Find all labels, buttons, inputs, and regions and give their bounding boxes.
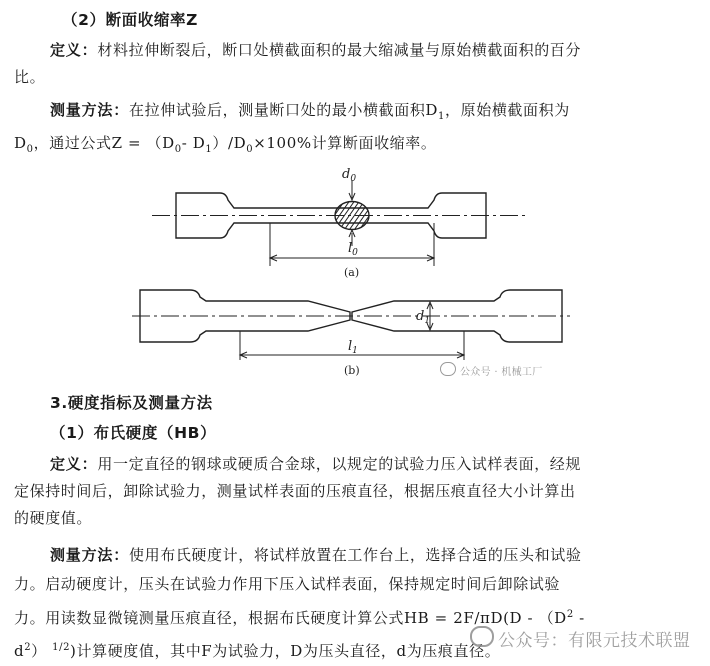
formula-part-b: ，通过公式Z = （D — [33, 134, 175, 152]
method-label: 测量方法： — [50, 101, 130, 119]
watermark-large — [470, 626, 691, 651]
caption-a: (a) — [344, 266, 360, 279]
formula-part-d: ）/D — [212, 134, 247, 152]
specimen-figure — [130, 160, 570, 380]
label-l1: $l_1$ — [348, 339, 358, 356]
brinell-definition-label: 定义： — [50, 455, 98, 473]
label-d1: $d_1$ — [416, 309, 431, 326]
brinell-method-label: 测量方法： — [50, 546, 130, 564]
brinell-definition — [50, 454, 581, 474]
brinell-formula-b: - — [573, 609, 585, 627]
brinell-method — [50, 545, 581, 565]
watermark-small — [440, 362, 543, 378]
brinell-definition-line1: 用一定直径的钢球或硬质合金球，以规定的试验力压入试样表面，经规 — [97, 455, 582, 473]
brinell-method-line1: 使用布氏硬度计，将试样放置在工作台上，选择合适的压头和试验 — [129, 546, 582, 564]
caption-b: (b) — [344, 364, 360, 377]
brinell-definition-line3: 的硬度值。 — [14, 509, 93, 527]
method-sub-1: 1 — [438, 111, 446, 122]
formula-sub-1: 0 — [174, 144, 182, 155]
formula-part-c: - D — [181, 134, 206, 152]
brinell-method-line4 — [14, 638, 500, 661]
brinell-method-line2: 力。启动硬度计，压头在试验力作用下压入试样表面，保持规定时间后卸除试验 — [14, 575, 561, 593]
wechat-icon-large — [470, 626, 494, 647]
definition-label: 定义： — [50, 41, 98, 59]
brinell-formula-d: d — [14, 642, 25, 660]
brinell-method-line4-text: )计算硬度值，其中F为试验力，D为压头直径，d为压痕直径。 — [70, 642, 501, 660]
brinell-method-line3 — [14, 605, 585, 628]
formula-sub-2: 1 — [205, 144, 213, 155]
label-d0: $d_0$ — [342, 167, 357, 184]
method-text-1b: ，原始横截面积为 — [445, 101, 570, 119]
specimen-a — [152, 180, 525, 266]
watermark-large-text: 公众号：有限元技术联盟 — [498, 631, 691, 651]
brinell-formula-d-sup: 2 — [24, 642, 32, 653]
formula-part-a: D — [14, 134, 27, 152]
method-formula-line — [14, 133, 437, 160]
formula-part-e: ×100%计算断面收缩率。 — [253, 134, 437, 152]
formula-sub-3: 0 — [246, 144, 254, 155]
section-3-heading: 3.硬度指标及测量方法 — [50, 394, 213, 412]
label-l0: $l_0$ — [348, 241, 358, 258]
method-paragraph — [50, 100, 570, 127]
brinell-definition-line2: 定保持时间后，卸除试验力，测量试样表面的压痕直径，根据压痕直径大小计算出 — [14, 482, 576, 500]
definition-text: 材料拉伸断裂后，断口处横截面积的最大缩减量与原始横截面积的百分 — [97, 41, 582, 59]
wechat-icon — [440, 362, 456, 376]
brinell-formula-paren: ） — [31, 642, 53, 660]
brinell-formula-sup: 2 — [566, 609, 574, 620]
section-2-heading: （2）断面收缩率Z — [62, 11, 198, 29]
method-text-1a: 在拉伸试验后，测量断口处的最小横截面积D — [129, 101, 439, 119]
brinell-formula-half-sup: 1/2 — [52, 642, 71, 653]
definition-paragraph — [50, 40, 581, 60]
definition-text-cont: 比。 — [14, 68, 46, 86]
brinell-heading: （1）布氏硬度（HB） — [50, 424, 217, 442]
brinell-formula-a: 力。用读数显微镜测量压痕直径，根据布氏硬度计算公式HB = 2F/πD(D - （D — [14, 609, 567, 627]
watermark-small-text: 公众号 · 机械工厂 — [460, 367, 543, 378]
formula-sub-0: 0 — [26, 144, 34, 155]
